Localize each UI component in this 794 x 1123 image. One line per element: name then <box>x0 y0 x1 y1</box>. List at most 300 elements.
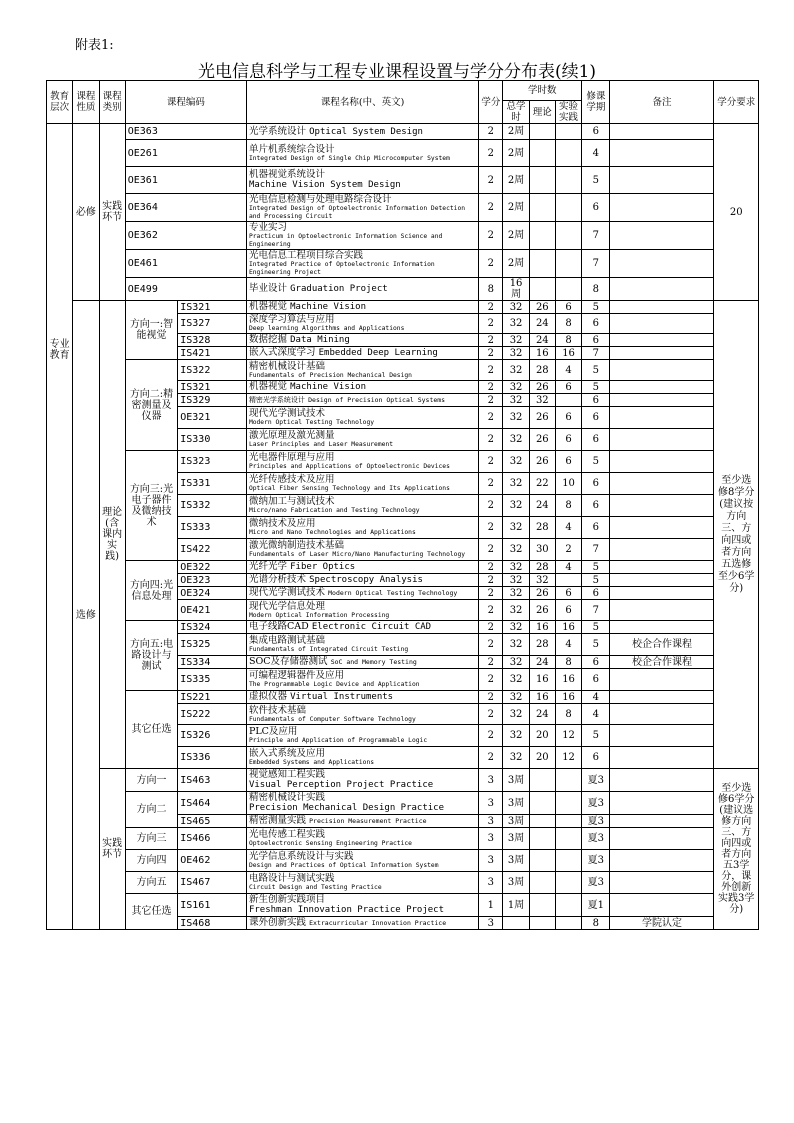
course-credit: 2 <box>479 656 503 669</box>
course-name-en: Optoelectronic Sensing Engineering Practice <box>248 840 412 847</box>
course-credit: 3 <box>479 917 503 930</box>
course-code: IS328 <box>178 334 247 347</box>
course-credit: 1 <box>479 894 503 917</box>
course-total: 32 <box>503 574 529 587</box>
course-lab <box>555 194 581 222</box>
course-total: 32 <box>503 517 529 539</box>
group-major <box>47 124 73 930</box>
course-note <box>610 517 714 539</box>
course-lab: 8 <box>555 334 581 347</box>
course-credit: 2 <box>479 587 503 600</box>
course-name-en: Micro and Nano Technologies and Applications <box>248 529 416 536</box>
course-credit: 2 <box>479 747 503 769</box>
course-note <box>610 194 714 222</box>
course-name-en: Laser Principles and Laser Measurement <box>248 441 393 448</box>
course-code: IS463 <box>178 769 247 792</box>
header-code: 课程编码 <box>125 81 246 124</box>
header-hours: 学时数 <box>503 81 582 101</box>
course-credit: 2 <box>479 347 503 360</box>
course-name-zh: 集成电路测试基础 <box>248 635 325 646</box>
course-name <box>246 473 478 495</box>
course-note <box>610 167 714 194</box>
course-sem: 6 <box>582 394 610 407</box>
course-lab: 6 <box>555 407 581 429</box>
course-lab <box>555 850 581 872</box>
course-name-en: Extracurricular Innovation Practice <box>309 919 447 927</box>
course-credit: 2 <box>479 574 503 587</box>
course-credit: 2 <box>479 429 503 451</box>
course-note: 学院认定 <box>610 917 714 930</box>
course-code: OE324 <box>178 587 247 600</box>
course-name <box>246 656 478 669</box>
course-total: 32 <box>503 407 529 429</box>
course-code: IS467 <box>178 872 247 894</box>
course-name <box>246 600 478 621</box>
course-theory: 16 <box>529 691 555 704</box>
course-lab: 6 <box>555 451 581 473</box>
course-code: OE361 <box>125 167 246 194</box>
course-code: IS327 <box>178 314 247 334</box>
course-theory: 16 <box>529 347 555 360</box>
course-credit: 3 <box>479 769 503 792</box>
course-name-en: Practicum in Optoelectronic Information Science and Engineering <box>248 233 443 248</box>
course-theory <box>529 140 555 167</box>
course-note <box>610 669 714 691</box>
course-name <box>246 587 478 600</box>
header-nature: 课程性质 <box>73 81 99 124</box>
course-sem: 夏1 <box>582 894 610 917</box>
course-name <box>246 634 478 656</box>
req-required: 20 <box>714 124 759 301</box>
course-name-en: Optical Fiber Sensing Technology and Its Applications <box>248 485 450 492</box>
course-total: 32 <box>503 747 529 769</box>
course-lab <box>555 140 581 167</box>
course-lab <box>555 894 581 917</box>
course-name-zh: 现代光学信息处理 <box>248 600 325 612</box>
course-note <box>610 539 714 561</box>
course-note <box>610 381 714 394</box>
course-total: 32 <box>503 656 529 669</box>
course-note <box>610 347 714 360</box>
course-credit: 8 <box>479 278 503 301</box>
course-code: OE323 <box>178 574 247 587</box>
course-name-en: Spectroscopy Analysis <box>309 575 423 585</box>
course-lab: 12 <box>555 747 581 769</box>
course-lab: 4 <box>555 634 581 656</box>
course-credit: 3 <box>479 828 503 850</box>
course-name-zh: SOC及存储器测试 <box>248 656 328 667</box>
course-name-zh: 光纤光学 <box>248 561 287 572</box>
course-lab: 6 <box>555 587 581 600</box>
course-theory <box>529 850 555 872</box>
course-sem: 6 <box>582 407 610 429</box>
course-name-en: Machine Vision System Design <box>248 180 401 190</box>
course-lab: 6 <box>555 301 581 314</box>
course-total: 32 <box>503 473 529 495</box>
course-name <box>246 517 478 539</box>
table-row <box>47 301 759 314</box>
course-lab: 8 <box>555 704 581 725</box>
course-name <box>246 917 478 930</box>
header-credit: 学分 <box>479 81 503 124</box>
course-lab: 12 <box>555 725 581 747</box>
course-sem: 5 <box>582 360 610 381</box>
course-name <box>246 222 478 250</box>
table-row <box>47 140 759 167</box>
course-name-zh: 激光原理及激光测量 <box>248 430 335 441</box>
course-name-zh: 单片机系统综合设计 <box>248 143 335 155</box>
course-total: 32 <box>503 394 529 407</box>
course-name-zh: 光谱分析技术 <box>248 574 306 585</box>
course-note: 校企合作课程 <box>610 656 714 669</box>
course-name-zh: 激光微纳制造技术基础 <box>248 540 344 551</box>
course-sem: 4 <box>582 691 610 704</box>
course-name-zh: 精密机械设计实践 <box>248 792 325 803</box>
course-name-zh: 光纤传感技术及应用 <box>248 474 335 485</box>
course-note <box>610 394 714 407</box>
course-theory <box>529 222 555 250</box>
course-name-zh: 光电器件原理与应用 <box>248 452 335 463</box>
course-name-en: Fundamentals of Integrated Circuit Testing <box>248 646 409 653</box>
course-total: 32 <box>503 561 529 574</box>
course-code: IS468 <box>178 917 247 930</box>
course-theory: 24 <box>529 314 555 334</box>
table-row <box>47 872 759 894</box>
course-name-en: Design of Precision Optical Systems <box>308 396 446 404</box>
course-code: OE499 <box>125 278 246 301</box>
course-name-zh: 光电信息工程项目综合实践 <box>248 250 363 261</box>
course-name <box>246 704 478 725</box>
course-theory <box>529 872 555 894</box>
course-code: IS321 <box>178 301 247 314</box>
course-name-zh: 光学系统设计 <box>248 125 306 137</box>
course-name <box>246 691 478 704</box>
course-lab <box>555 792 581 815</box>
course-lab: 16 <box>555 347 581 360</box>
req-theory: 至少选修8学分(建议按方向三、方向四或者方向五选修至少6学分) <box>714 301 759 769</box>
course-lab: 4 <box>555 360 581 381</box>
course-lab: 8 <box>555 495 581 517</box>
course-lab <box>555 828 581 850</box>
course-name-en: Data Mining <box>290 335 350 345</box>
course-note <box>610 140 714 167</box>
group-practice2: 实践环节 <box>99 769 125 930</box>
course-lab: 6 <box>555 381 581 394</box>
table-row <box>47 792 759 815</box>
group-required: 必修 <box>73 124 99 301</box>
course-name <box>246 850 478 872</box>
course-name-en: Embedded Deep Learning <box>318 348 438 358</box>
course-name-en: Modern Optical Testing Technology <box>328 589 458 597</box>
p-dir1-label: 方向一 <box>125 769 178 792</box>
course-name-zh: 虚拟仪器 <box>248 691 287 702</box>
course-total: 3周 <box>503 828 529 850</box>
course-name <box>246 407 478 429</box>
table-row <box>47 194 759 222</box>
course-sem: 5 <box>582 301 610 314</box>
course-total: 2周 <box>503 124 529 140</box>
table-row <box>47 769 759 792</box>
course-sem: 夏3 <box>582 828 610 850</box>
course-total: 32 <box>503 725 529 747</box>
course-name-zh: 精密测量实践 <box>248 815 306 826</box>
course-lab <box>555 278 581 301</box>
course-note <box>610 792 714 815</box>
p-dir4-label: 方向四 <box>125 850 178 872</box>
appendix-label: 附表1: <box>75 38 114 53</box>
course-total: 3周 <box>503 769 529 792</box>
course-total: 3周 <box>503 872 529 894</box>
course-name-en: Embedded Systems and Applications <box>248 759 375 766</box>
course-name <box>246 815 478 828</box>
course-name-en: Integrated Design of Optoelectronic Information Detection and Processing Circuit <box>248 205 466 220</box>
course-note <box>610 894 714 917</box>
course-credit: 2 <box>479 301 503 314</box>
course-total: 32 <box>503 691 529 704</box>
course-credit: 2 <box>479 539 503 561</box>
table-row <box>47 222 759 250</box>
course-name <box>246 360 478 381</box>
course-theory <box>529 894 555 917</box>
course-credit: 2 <box>479 407 503 429</box>
course-name-zh: 光电信息检测与处理电路综合设计 <box>248 194 392 205</box>
course-name-zh: 新生创新实践项目 <box>248 894 325 905</box>
group-elective: 选修 <box>73 301 99 930</box>
course-name <box>246 124 478 140</box>
course-name-zh: 电子线路CAD <box>248 621 309 632</box>
course-name-en: Machine Vision <box>290 302 366 312</box>
req-practice: 至少选修6学分(建议选修方向三、方向四或者方向五3学分，课外创新实践3学分) <box>714 769 759 930</box>
table-row <box>47 691 759 704</box>
course-note <box>610 250 714 278</box>
course-name-zh: 电路设计与测试实践 <box>248 873 335 884</box>
course-credit: 2 <box>479 334 503 347</box>
course-code: OE421 <box>178 600 247 621</box>
course-name-zh: 现代光学测试技术 <box>248 408 325 419</box>
course-total: 32 <box>503 704 529 725</box>
course-name <box>246 394 478 407</box>
course-name <box>246 167 478 194</box>
course-code: OE364 <box>125 194 246 222</box>
course-credit: 3 <box>479 815 503 828</box>
course-name-zh: 数据挖掘 <box>248 334 287 345</box>
course-sem: 6 <box>582 429 610 451</box>
course-sem: 7 <box>582 347 610 360</box>
course-code: IS323 <box>178 451 247 473</box>
course-code: IS466 <box>178 828 247 850</box>
course-total: 32 <box>503 587 529 600</box>
course-code: OE362 <box>125 222 246 250</box>
other-label: 其它任选 <box>125 691 178 769</box>
course-credit: 2 <box>479 194 503 222</box>
course-total: 3周 <box>503 792 529 815</box>
course-name-en: Fundamentals of Precision Mechanical Design <box>248 371 412 379</box>
course-credit: 2 <box>479 621 503 634</box>
course-theory <box>529 167 555 194</box>
course-code: OE322 <box>178 561 247 574</box>
course-name-en: Fundamentals of Computer Software Technology <box>248 715 416 723</box>
course-note <box>610 278 714 301</box>
course-name-en: The Programmable Logic Device and Application <box>248 681 420 688</box>
course-name <box>246 495 478 517</box>
course-name-zh: 嵌入式系统及应用 <box>248 748 325 759</box>
course-sem: 7 <box>582 250 610 278</box>
course-name-en: Modern Optical Information Processing <box>248 611 390 619</box>
course-name <box>246 347 478 360</box>
course-code: IS326 <box>178 725 247 747</box>
course-lab <box>555 124 581 140</box>
course-name-en: Virtual Instruments <box>290 692 394 702</box>
course-credit: 2 <box>479 725 503 747</box>
course-name-en: Machine Vision <box>290 382 366 392</box>
header-name: 课程名称(中、英文) <box>246 81 478 124</box>
course-total: 3周 <box>503 815 529 828</box>
course-name-zh: 专业实习 <box>248 222 287 233</box>
course-theory: 28 <box>529 360 555 381</box>
course-name-en: Circuit Design and Testing Practice <box>248 884 382 891</box>
course-name <box>246 381 478 394</box>
course-sem: 6 <box>582 587 610 600</box>
course-lab <box>555 872 581 894</box>
group-theory: 理论(含课内实践) <box>99 301 125 769</box>
course-sem: 8 <box>582 917 610 930</box>
course-lab: 8 <box>555 314 581 334</box>
course-note <box>610 704 714 725</box>
course-sem: 6 <box>582 334 610 347</box>
course-note <box>610 815 714 828</box>
course-credit: 2 <box>479 360 503 381</box>
course-theory: 26 <box>529 451 555 473</box>
course-theory: 24 <box>529 656 555 669</box>
course-total <box>503 917 529 930</box>
course-note <box>610 600 714 621</box>
course-name <box>246 561 478 574</box>
course-credit: 2 <box>479 314 503 334</box>
course-note <box>610 587 714 600</box>
course-name-zh: 机器视觉 <box>248 381 287 392</box>
course-name-zh: 微纳技术及应用 <box>248 518 316 529</box>
course-total: 32 <box>503 495 529 517</box>
course-code: IS222 <box>178 704 247 725</box>
course-sem: 夏3 <box>582 872 610 894</box>
header-requirement: 学分要求 <box>714 81 759 124</box>
group-practice: 实践环节 <box>99 124 125 301</box>
course-sem: 5 <box>582 561 610 574</box>
course-total: 32 <box>503 334 529 347</box>
course-note <box>610 473 714 495</box>
course-note <box>610 451 714 473</box>
course-credit: 2 <box>479 381 503 394</box>
course-theory: 30 <box>529 539 555 561</box>
course-total: 3周 <box>503 850 529 872</box>
course-credit: 2 <box>479 167 503 194</box>
header-remark: 备注 <box>610 81 714 124</box>
course-code: OE321 <box>178 407 247 429</box>
course-note <box>610 574 714 587</box>
course-name-zh: 光电传感工程实践 <box>248 829 325 840</box>
course-code: IS465 <box>178 815 247 828</box>
course-sem: 5 <box>582 451 610 473</box>
course-sem: 6 <box>582 314 610 334</box>
course-name <box>246 301 478 314</box>
course-note <box>610 222 714 250</box>
course-credit: 2 <box>479 222 503 250</box>
course-sem: 6 <box>582 517 610 539</box>
course-name <box>246 250 478 278</box>
course-name-zh: 光学信息系统设计与实践 <box>248 851 354 862</box>
course-theory: 28 <box>529 517 555 539</box>
course-credit: 2 <box>479 394 503 407</box>
course-name <box>246 334 478 347</box>
course-note <box>610 850 714 872</box>
course-name-zh: 机器视觉 <box>248 301 287 312</box>
course-sem: 5 <box>582 621 610 634</box>
course-name-zh: 精密机械设计基础 <box>248 360 325 372</box>
course-lab: 4 <box>555 517 581 539</box>
p-dir3-label: 方向三 <box>125 828 178 850</box>
course-note <box>610 747 714 769</box>
course-theory <box>529 124 555 140</box>
table-row <box>47 167 759 194</box>
course-theory: 28 <box>529 634 555 656</box>
course-lab: 16 <box>555 621 581 634</box>
course-name-en: Design and Practices of Optical Information System <box>248 862 439 869</box>
course-name-en: Fiber Optics <box>290 562 356 572</box>
course-sem: 夏3 <box>582 850 610 872</box>
course-credit: 2 <box>479 473 503 495</box>
course-sem: 6 <box>582 656 610 669</box>
course-theory <box>529 917 555 930</box>
course-code: IS221 <box>178 691 247 704</box>
table-row <box>47 894 759 917</box>
course-code: IS336 <box>178 747 247 769</box>
table-row <box>47 621 759 634</box>
course-sem: 夏3 <box>582 792 610 815</box>
course-name-en: SoC and Memory Testing <box>330 658 417 666</box>
course-theory: 24 <box>529 334 555 347</box>
course-theory <box>529 828 555 850</box>
course-credit: 2 <box>479 124 503 140</box>
course-theory: 26 <box>529 301 555 314</box>
course-total: 1周 <box>503 894 529 917</box>
course-sem: 5 <box>582 725 610 747</box>
course-sem: 夏3 <box>582 815 610 828</box>
course-code: IS422 <box>178 539 247 561</box>
course-name <box>246 574 478 587</box>
dir4-label: 方向四:光信息处理 <box>125 561 178 621</box>
course-name <box>246 621 478 634</box>
course-name-en: Visual Perception Project Practice <box>248 780 434 790</box>
course-total: 32 <box>503 451 529 473</box>
course-code: IS321 <box>178 381 247 394</box>
p-dir2-label: 方向二 <box>125 792 178 828</box>
course-name-en: Micro/nano Fabrication and Testing Technology <box>248 507 420 514</box>
course-total: 32 <box>503 600 529 621</box>
course-code: IS329 <box>178 394 247 407</box>
course-note <box>610 769 714 792</box>
course-name-en: Freshman Innovation Practice Project <box>248 905 445 915</box>
course-name <box>246 747 478 769</box>
table-row <box>47 451 759 473</box>
course-name-en: Fundamentals of Laser Micro/Nano Manufacturing Technology <box>248 551 466 558</box>
course-note <box>610 429 714 451</box>
course-name <box>246 451 478 473</box>
course-sem: 7 <box>582 600 610 621</box>
course-note <box>610 360 714 381</box>
header-semester: 修课学期 <box>582 81 610 124</box>
major-label: 专业教育 <box>49 339 70 361</box>
dir5-label: 方向五:电路设计与测试 <box>125 621 178 691</box>
